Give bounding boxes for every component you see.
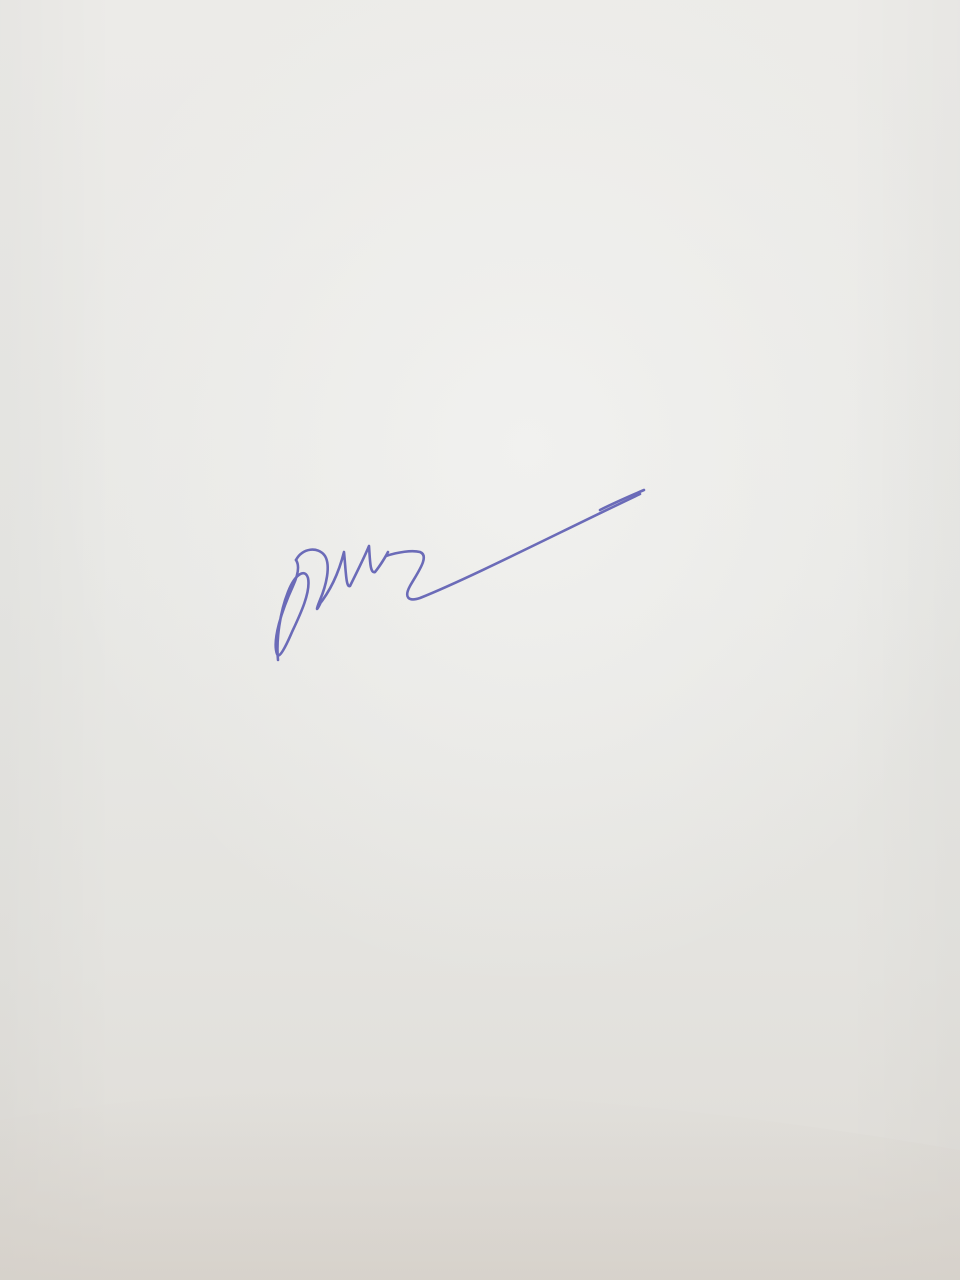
signature-stroke-m	[318, 546, 388, 606]
signature-stroke-loop	[276, 560, 309, 660]
signature-stroke-tail-end	[600, 490, 644, 510]
